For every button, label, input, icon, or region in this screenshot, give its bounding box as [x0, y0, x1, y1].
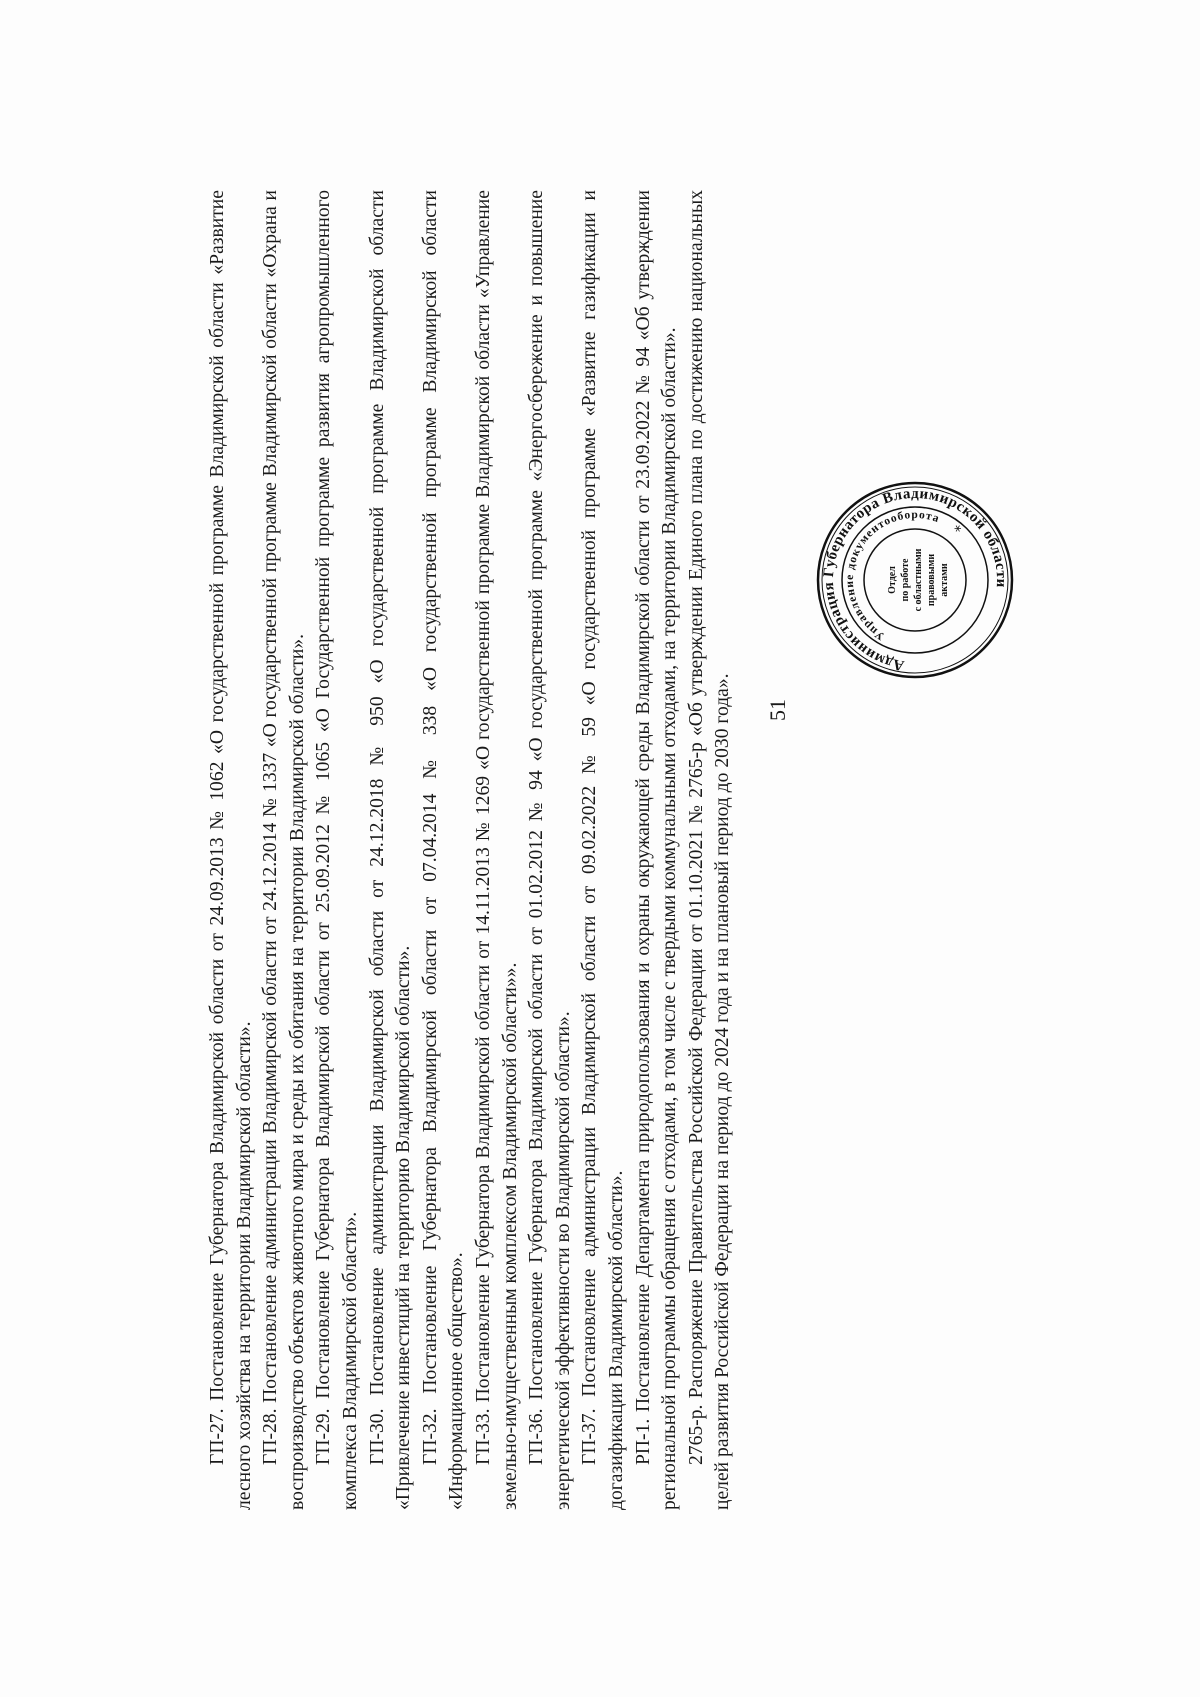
paragraph-gp33: ГП-33. Постановление Губернатора Владимирской области от 14.11.2013 № 1269 «О государственной программе Владимирской области «Управление земельно-имущественным комплексом Владимирской области»».	[472, 190, 521, 1510]
seal-inner-text: Управление документооборота	[843, 508, 942, 643]
paragraph-gp27: ГП-27. Постановление Губернатора Владимирской области от 24.09.2013 № 1062 «О государственной программе Владимирской области «Развитие лесного хозяйства на территории Владимирской области».	[207, 190, 255, 1510]
seal-center-line-1: Отдел	[887, 566, 898, 594]
paragraph-gp36: ГП-36. Постановление Губернатора Владимирской области от 01.02.2012 № 94 «О государственной программе «Энергосбережение и повышение энергетической эффективности во Владимирской области».	[526, 190, 574, 1510]
seal-outer-text: Администрация Губернатора Владимирской области	[820, 485, 1010, 674]
paragraph-gp30: ГП-30. Постановление администрации Владимирской области от 24.12.2018 № 950 «О государственной программе Владимирской области «Привлечение инвестиций на территорию Владимирской области».	[366, 190, 415, 1510]
paragraph-rp1: РП-1. Постановление Департамента природопользования и охраны окружающей среды Владимирской области от 23.09.2022 № 94 «Об утверждении региональной программы обращения с отходами, в том числе с твердыми коммунальными отходами, на территории Владимирской области».	[632, 190, 681, 1510]
paragraph-gp32: ГП-32. Постановление Губернатора Владимирской области от 07.04.2014 № 338 «О государственной программе Владимирской области «Информационное общество».	[419, 190, 468, 1510]
paragraph-gp29: ГП-29. Постановление Губернатора Владимирской области от 25.09.2012 № 1065 «О Государственной программе развития агропромышленного комплекса Владимирской области».	[313, 190, 361, 1510]
seal-star: *	[953, 525, 969, 532]
paragraph-gp28: ГП-28. Постановление администрации Владимирской области от 24.12.2014 № 1337 «О государственной программе Владимирской области «Охрана и воспроизводство объектов животного мира и среды их обитания на территории Владимирской области».	[260, 190, 308, 1510]
official-seal	[815, 480, 1015, 680]
seal-center-line-3: с областными	[913, 548, 924, 612]
rotated-content	[205, 190, 1010, 1510]
seal-center-line-5: актами	[939, 563, 950, 597]
seal-center-line-2: по работе	[900, 558, 911, 602]
paragraph-2765r: 2765-р. Распоряжение Правительства Российской Федерации от 01.10.2021 № 2765-р «Об утверждении Единого плана по достижению национальных целей развития Российской Федерации на период до 2024 года и на плановый период до 2030 года».	[685, 190, 734, 1510]
seal-center-line-4: правовыми	[926, 553, 937, 607]
document-body	[205, 190, 737, 1510]
paragraph-gp37: ГП-37. Постановление администрации Владимирской области от 09.02.2022 № 59 «О государственной программе «Развитие газификации и догазификации Владимирской области».	[579, 190, 627, 1510]
seal-graphic	[815, 480, 1015, 680]
page-number: 51	[765, 699, 790, 721]
